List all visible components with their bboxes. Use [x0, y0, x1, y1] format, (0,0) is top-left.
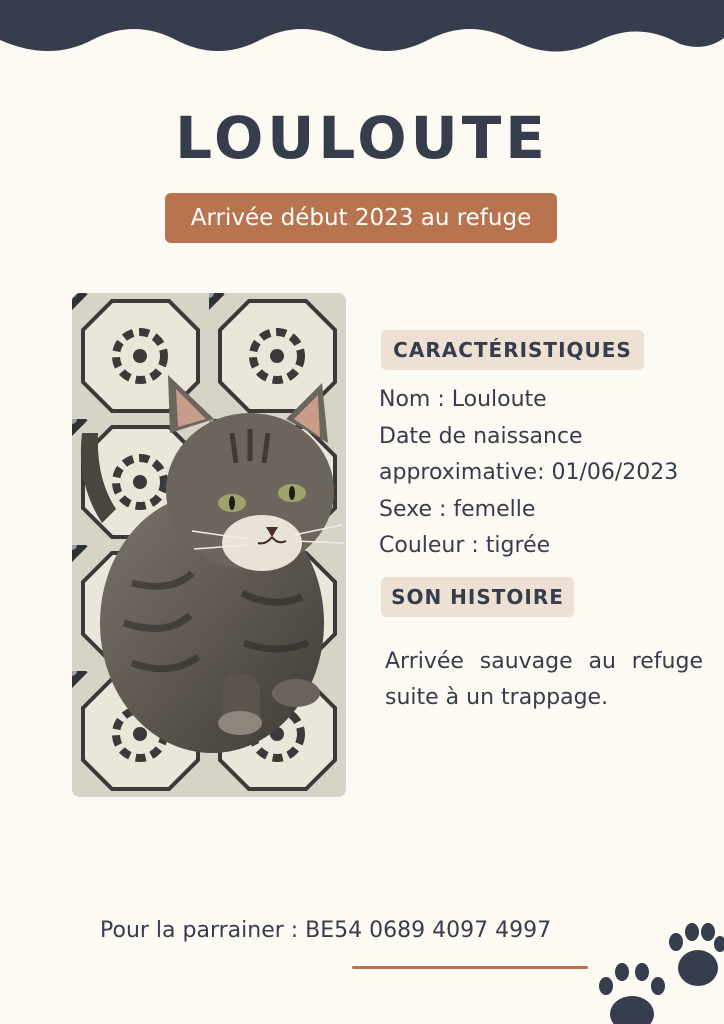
characteristics-heading: CARACTÉRISTIQUES	[381, 330, 644, 370]
info-sex: Sexe : femelle	[379, 496, 536, 522]
characteristics-list	[379, 382, 719, 565]
sponsor-text: Pour la parrainer : BE54 0689 4097 4997	[100, 918, 552, 943]
info-birthdate-label: Date de naissance	[379, 423, 583, 449]
arrival-badge: Arrivée début 2023 au refuge	[165, 193, 557, 243]
cat-photo	[72, 293, 346, 797]
paw-prints-icon	[596, 920, 724, 1024]
info-color: Couleur : tigrée	[379, 533, 551, 558]
info-name: Nom : Louloute	[379, 387, 547, 412]
top-wave-decoration	[0, 0, 724, 60]
page-title: LOULOUTE	[175, 104, 549, 172]
footer-divider	[352, 966, 588, 969]
history-heading: SON HISTOIRE	[381, 577, 574, 617]
info-birthdate-value: approximative: 01/06/2023	[379, 460, 679, 485]
history-text: Arrivée sauvage au refuge suite à un trappage.	[385, 649, 703, 710]
